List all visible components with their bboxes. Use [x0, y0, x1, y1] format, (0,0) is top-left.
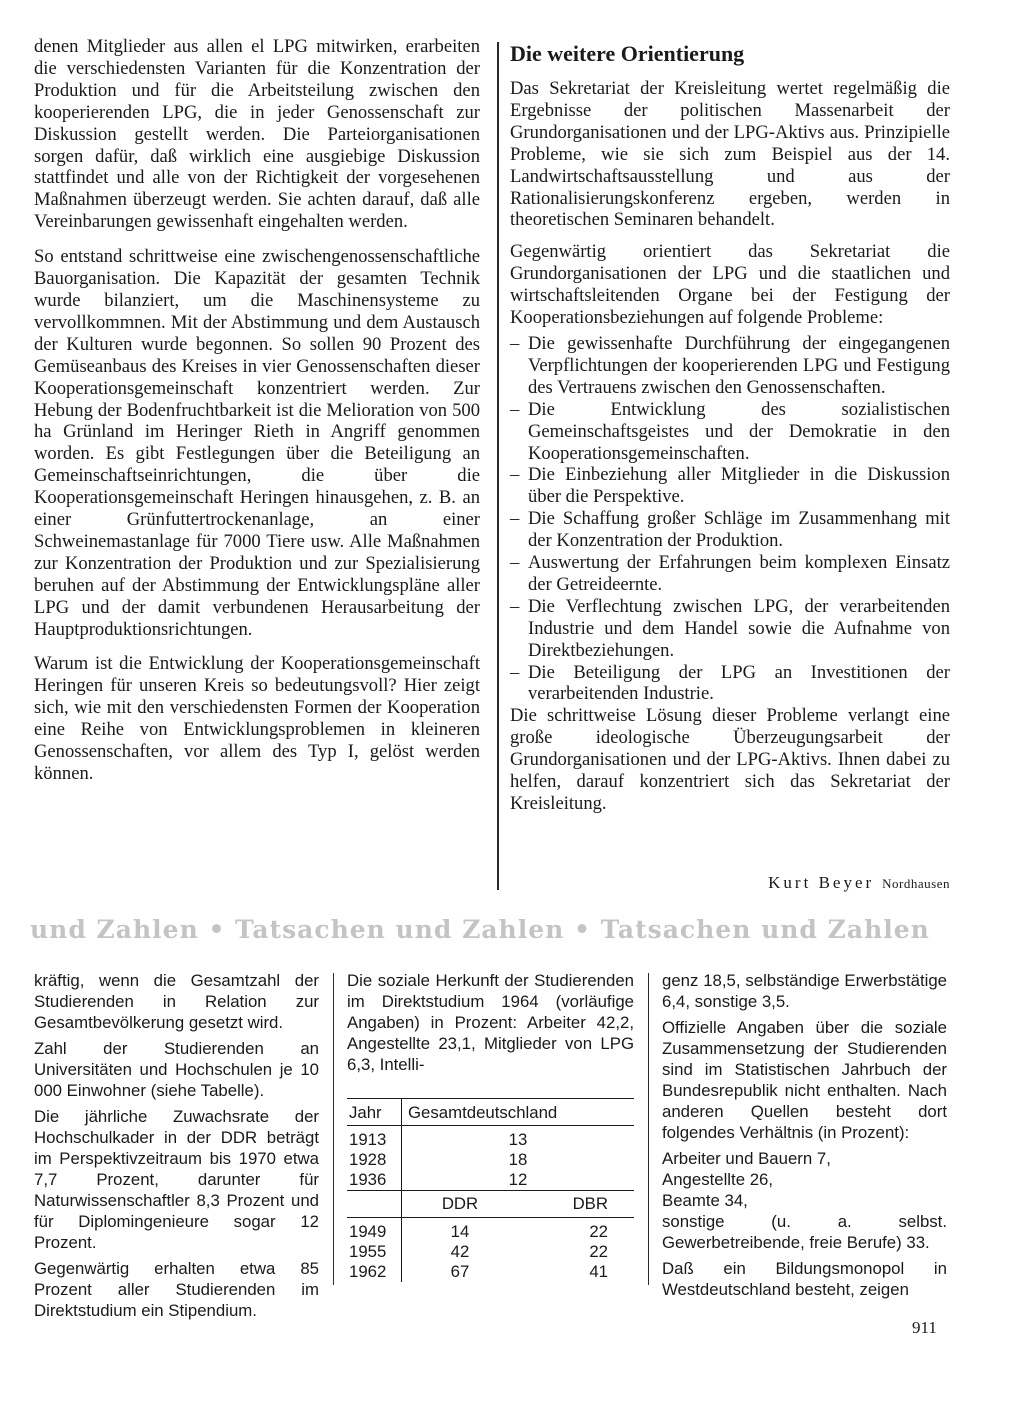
dash-marker: –: [510, 552, 520, 574]
cell-value: 13: [402, 1130, 635, 1150]
paragraph: Das Sekretariat der Kreisleitung wertet regelmäßig die Ergebnisse der politischen Massenarbeit der Grundorganisationen und der LPG-Aktivs aus. Prinzipielle Probleme, wie sie sich zum Beispiel aus der 14. Landwirtschaftsausstellung und aus der Rationalisierungskonferenz ergeben, werden in theoretischen Seminaren behandelt.: [510, 78, 950, 231]
column-divider: [333, 973, 334, 1285]
facts-column-3: [662, 970, 947, 1305]
author-place: Nordhausen: [882, 876, 950, 891]
cell-dbr: 22: [589, 1222, 608, 1241]
cell-year: 1913: [349, 1130, 387, 1149]
list-item: [510, 508, 950, 552]
dash-marker: –: [510, 508, 520, 530]
table-row: [347, 1130, 634, 1150]
dash-marker: –: [510, 464, 520, 486]
article-left-column: [34, 36, 480, 798]
list-item-text: Die Verflechtung zwischen LPG, der verarbeitenden Industrie und dem Handel sowie die Aufnahme von Direktbeziehungen.: [528, 595, 950, 661]
column-divider: [648, 973, 649, 1285]
list-item: [510, 464, 950, 508]
paragraph: Gegenwärtig orientiert das Sekretariat die Grundorganisationen der LPG und die staatlichen und wirtschaftsleitenden Organe bei der Festigung der Kooperationsbeziehungen auf folgende Probleme:: [510, 241, 950, 329]
paragraph: genz 18,5, selbständige Erwerbstätige 6,4, sonstige 3,5.: [662, 971, 947, 1011]
list-item: [510, 596, 950, 662]
facts-banner: und Zahlen • Tatsachen und Zahlen • Tatsachen und Zahlen: [30, 915, 930, 944]
paragraph: Zahl der Studierenden an Universitäten und Hochschulen je 10 000 Einwohner (siehe Tabelle).: [34, 1039, 319, 1100]
list-item-text: Die Beteiligung der LPG an Investitionen der verarbeitenden Industrie.: [528, 661, 950, 705]
dash-marker: –: [510, 398, 520, 420]
table-subheader-row: [347, 1191, 634, 1218]
paragraph: denen Mitglieder aus allen el LPG mitwirken, erarbeiten die verschiedensten Varianten für die Konzentration der Produktion und für die Arbeitsteilung zwischen den kooperierenden LPG, die in jeder Genossenschaft zur Diskussion gestellt werden. Die Parteiorganisationen sorgen dafür, daß wirklich eine ausgiebige Diskussion stattfindet und alle von der Richtigkeit der vorgesehenen Maßnahmen überzeugt werden. Sie achten darauf, daß alle Vereinbarungen gewissenhaft eingehalten werden.: [34, 36, 480, 233]
list-item-text: Auswertung der Erfahrungen beim komplexen Einsatz der Getreideernte.: [528, 552, 950, 595]
article-right-column: [510, 36, 950, 825]
facts-column-2: [347, 970, 634, 1080]
paragraph: Gegenwärtig erhalten etwa 85 Prozent aller Studierenden im Direktstudium ein Stipendium.: [34, 1259, 319, 1320]
table-header-row: [347, 1099, 634, 1126]
list-line: Beamte 34,: [662, 1191, 748, 1210]
list-line: Arbeiter und Bauern 7,: [662, 1149, 831, 1168]
list-item-text: Die Schaffung großer Schläge im Zusammenhang mit der Konzentration der Produktion.: [528, 508, 950, 552]
list-line: Angestellte 26,: [662, 1170, 774, 1189]
header-dbr: DBR: [518, 1191, 634, 1218]
header-all-germany: Gesamtdeutschland: [402, 1099, 635, 1126]
cell-value: 18: [402, 1150, 635, 1170]
paragraph: So entstand schrittweise eine zwischengenossenschaftliche Bauorganisation. Die Kapazität der gesamten Technik wurde bilanziert, um die Maschinensysteme zu vervollkommnen. Mit der Abstimmung und dem Austausch der Kulturen wurde begonnen. So sollen 90 Prozent des Gemüseanbaus des Kreises in vier Genossenschaften dieser Kooperationsgemeinschaft konzentriert werden. Zur Hebung der Bodenfruchtbarkeit ist die Melioration von 500 ha Grünland im Heringer Rieth in Angriff genommen worden. Es gibt Festlegungen über die Beteiligung an Gemeinschaftseinrichtungen, die über die Kooperationsgemeinschaft Heringen hinausgehen, z. B. an einer Grünfuttertrockenanlage, an einer Schweinemastanlage für 7000 Tiere usw. Alle Maßnahmen zur Konzentration der Produktion und zur Spezialisierung beruhen auf der Abstimmung der Entwicklungspläne aller LPG und der damit verbundenen Herausarbeitung der Hauptproduktionsrichtungen.: [34, 246, 480, 640]
paragraph: kräftig, wenn die Gesamtzahl der Studierenden in Relation zur Gesamtbevölkerung gesetzt wird.: [34, 971, 319, 1032]
cell-year: 1928: [349, 1150, 387, 1169]
table-row: [347, 1242, 634, 1262]
cell-year: 1949: [349, 1222, 387, 1241]
facts-column-1: [34, 970, 319, 1326]
list-item: [510, 662, 950, 706]
header-year: Jahr: [347, 1099, 402, 1126]
page-number: 911: [912, 1318, 937, 1337]
paragraph: Daß ein Bildungsmonopol in Westdeutschland besteht, zeigen: [662, 1259, 947, 1299]
list-item-text: Die gewissenhafte Durchführung der eingegangenen Verpflichtungen der kooperierenden LPG und Festigung des Vertrauens zwischen den Genossenschaften.: [528, 332, 950, 398]
author-name: Kurt Beyer: [768, 873, 875, 892]
list-item: [510, 399, 950, 465]
author-signature: [510, 873, 950, 893]
cell-dbr: 22: [589, 1242, 608, 1261]
cell-dbr: 41: [589, 1262, 608, 1281]
dash-marker: –: [510, 661, 520, 683]
cell-year: 1936: [349, 1170, 387, 1189]
table-row: [347, 1262, 634, 1282]
table-row: [347, 1222, 634, 1242]
cell-year: 1955: [349, 1242, 387, 1261]
paragraph: Warum ist die Entwicklung der Kooperationsgemeinschaft Heringen für unseren Kreis so bedeutungsvoll? Hier zeigt sich, wie mit den verschiedensten Formen der Kooperation eine Reihe von Entwicklungsproblemen in kleineren Genossenschaften, vor allem des Typ I, gelöst werden können.: [34, 653, 480, 784]
list-item: [510, 333, 950, 399]
list-item-text: Die Einbeziehung aller Mitglieder in die Diskussion über die Perspektive.: [528, 464, 950, 508]
table-row: [347, 1170, 634, 1191]
cell-value: 12: [402, 1170, 635, 1191]
dash-marker: –: [510, 595, 520, 617]
cell-ddr: 67: [402, 1262, 519, 1282]
dash-marker: –: [510, 332, 520, 354]
cell-ddr: 42: [402, 1242, 519, 1262]
paragraph: Die soziale Herkunft der Studierenden im Direktstudium 1964 (vorläufige Angaben) in Prozent: Arbeiter 42,2, Angestellte 23,1, Mitglieder von LPG 6,3, Intelli-: [347, 971, 634, 1074]
list-item-text: Die Entwicklung des sozialistischen Gemeinschaftsgeistes und der Demokratie in den Kooperationsgemeinschaften.: [528, 398, 950, 464]
column-divider: [497, 42, 499, 890]
paragraph: Offizielle Angaben über die soziale Zusammensetzung der Studierenden sind im Statistischen Jahrbuch der Bundesrepublik nicht enthalten. Nach anderen Quellen besteht dort folgendes Verhältnis (in Prozent):: [662, 1018, 947, 1142]
problem-list: [510, 333, 950, 705]
students-table: [347, 1098, 634, 1282]
cell-ddr: 14: [402, 1222, 519, 1242]
cell-year: 1962: [349, 1262, 387, 1281]
list-item: [510, 552, 950, 596]
paragraph: Die jährliche Zuwachsrate der Hochschulkader in der DDR beträgt im Perspektivzeitraum bis 1970 etwa 7,7 Prozent, darunter für Naturwissenschaftler 8,3 Prozent und für Diplomingenieure sogar 12 Prozent.: [34, 1107, 319, 1252]
paragraph: Die schrittweise Lösung dieser Probleme verlangt eine große ideologische Überzeugungsarbeit der Grundorganisationen und der LPG-Aktivs. Ihnen dabei zu helfen, darauf konzentriert sich das Sekretariat der Kreisleitung.: [510, 705, 950, 814]
table-row: [347, 1150, 634, 1170]
list-line: sonstige (u. a. selbst. Gewerbetreibende, freie Berufe) 33.: [662, 1212, 947, 1252]
section-heading: Die weitere Orientierung: [510, 41, 745, 66]
header-ddr: DDR: [402, 1191, 519, 1218]
